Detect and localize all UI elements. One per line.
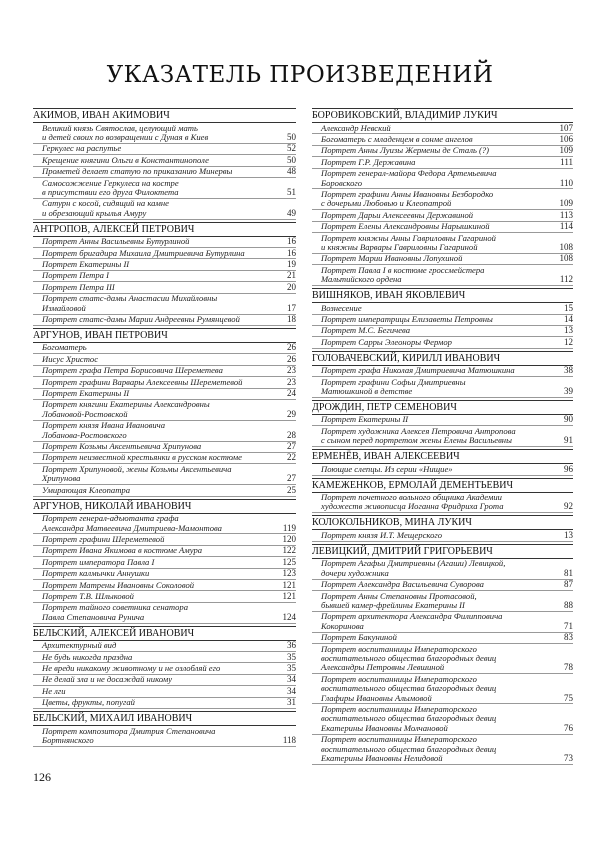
artist-name: АРГУНОВ, ИВАН ПЕТРОВИЧ <box>33 328 296 343</box>
work-page-number: 113 <box>559 209 573 220</box>
work-title: Портрет калмычки Аннушки <box>42 568 150 579</box>
work-title: Портрет воспитанницы Императорского воспитательного общества благородных девиц Екатерины Ивановны Молчановой <box>321 703 497 733</box>
index-entry <box>312 222 573 233</box>
work-page-number: 50 <box>287 131 296 142</box>
work-title: Портрет Хрипуновой, жены Козьмы Аксентьевича Хрипунова <box>42 463 232 484</box>
index-entry <box>33 389 296 400</box>
work-page-number: 50 <box>287 154 296 165</box>
work-title: Портрет статс-дамы Марии Андреевны Румянцевой <box>42 314 240 324</box>
work-page-number: 16 <box>287 236 296 247</box>
artist-section <box>33 626 296 709</box>
artist-section <box>312 288 573 349</box>
work-title: Богоматерь <box>42 342 87 353</box>
artist-section <box>33 222 296 326</box>
work-page-number: 34 <box>287 685 296 696</box>
work-page-number: 73 <box>564 753 573 763</box>
work-page-number: 92 <box>564 501 573 512</box>
work-title: Портрет композитора Дмитрия Степановича Бортнянского <box>42 725 216 745</box>
work-page-number: 49 <box>287 207 296 218</box>
index-entry <box>312 134 573 145</box>
work-page-number: 24 <box>287 388 296 399</box>
work-page-number: 12 <box>564 336 573 347</box>
work-page-number: 71 <box>564 620 573 631</box>
work-page-number: 52 <box>287 143 296 154</box>
work-title: Не вреди никакому животному и не озлобляй его <box>42 662 221 673</box>
index-entry <box>312 580 573 591</box>
work-title: Портрет графа Петра Борисовича Шереметева <box>42 365 223 376</box>
work-page-number: 96 <box>564 463 573 474</box>
work-page-number: 15 <box>564 302 573 313</box>
work-page-number: 109 <box>559 145 573 156</box>
index-entry <box>312 210 573 221</box>
work-page-number: 125 <box>282 556 296 567</box>
work-title: Архитектурный вид <box>42 640 117 651</box>
artist-name: ДРОЖДИН, ПЕТР СЕМЕНОВИЧ <box>312 400 573 415</box>
artist-section <box>312 515 573 541</box>
work-title: Портрет художника Алексея Петровича Антропова с сыном перед портретом жены Елены Васильевны <box>321 425 516 446</box>
work-page-number: 75 <box>564 692 573 703</box>
work-title: Прометей делает статую по приказанию Минервы <box>42 166 233 177</box>
work-page-number: 13 <box>564 325 573 336</box>
index-entry <box>33 726 296 747</box>
index-entry <box>312 735 573 765</box>
work-page-number: 109 <box>559 198 573 209</box>
work-title: Портрет императрицы Елизаветы Петровны <box>321 314 493 324</box>
index-entry <box>33 485 296 496</box>
index-entry <box>312 464 573 475</box>
work-title: Портрет Агафьи Дмитриевны (Агаши) Левицкой, дочери художника <box>321 558 506 578</box>
work-title: Портрет Павла I в костюме гроссмейстера Мальтийского ордена <box>321 264 485 285</box>
work-page-number: 23 <box>287 376 296 387</box>
index-entry <box>33 248 296 259</box>
work-title: Портрет Дарьи Алексеевны Державиной <box>321 209 474 220</box>
artist-name: ЕРМЕНЁВ, ИВАН АЛЕКСЕЕВИЧ <box>312 449 573 464</box>
index-entry <box>33 155 296 166</box>
work-page-number: 31 <box>287 697 296 708</box>
index-entry <box>312 674 573 704</box>
work-title: Портрет Александра Васильевича Суворова <box>321 579 484 590</box>
index-entry <box>33 641 296 652</box>
index-entry <box>33 271 296 282</box>
work-page-number: 124 <box>282 611 296 622</box>
index-entry <box>33 603 296 624</box>
index-entry <box>312 493 573 514</box>
work-page-number: 87 <box>564 579 573 590</box>
index-entry <box>33 144 296 155</box>
work-title: Портрет неизвестной крестьянки в русском костюме <box>42 452 242 463</box>
artist-name: АРГУНОВ, НИКОЛАЙ ИВАНОВИЧ <box>33 499 296 514</box>
work-title: Портрет княгини Екатерины Александровны Лобановой-Ростовской <box>42 399 210 419</box>
page-number: 126 <box>33 770 51 784</box>
index-entry <box>33 534 296 545</box>
work-title: Портрет Козьмы Аксентьевича Хрипунова <box>42 441 202 452</box>
work-page-number: 76 <box>564 722 573 733</box>
work-title: Портрет Петра I <box>42 270 109 281</box>
work-title: Портрет почетного вольного общника Академии художеств живописца Иоганна Фридриха Грота <box>321 492 504 512</box>
index-entry <box>33 354 296 365</box>
work-title: Портрет Т.В. Шлыковой <box>42 590 134 601</box>
work-page-number: 81 <box>564 567 573 578</box>
index-entry <box>312 633 573 644</box>
index-entry <box>33 591 296 602</box>
index-entry <box>33 442 296 453</box>
index-entry <box>33 343 296 354</box>
artist-section <box>33 328 296 497</box>
index-entry <box>312 426 573 447</box>
work-title: Геркулес на распутье <box>42 143 122 154</box>
left-column <box>33 106 296 747</box>
index-entry <box>312 415 573 426</box>
work-page-number: 26 <box>287 342 296 353</box>
index-entry <box>33 282 296 293</box>
work-page-number: 91 <box>564 435 573 446</box>
work-title: Портрет тайного советника сенатора Павла Степановича Рунича <box>42 602 189 622</box>
index-entry <box>312 123 573 134</box>
work-title: Портрет Екатерины II <box>321 414 409 425</box>
index-entry <box>312 366 573 377</box>
work-title: Цветы, фрукты, попугай <box>42 697 135 708</box>
work-page-number: 119 <box>282 522 296 533</box>
work-title: Иисус Христос <box>42 353 99 364</box>
artist-name: БЕЛЬСКИЙ, МИХАИЛ ИВАНОВИЧ <box>33 711 296 726</box>
work-page-number: 106 <box>559 133 573 144</box>
index-entry <box>312 326 573 337</box>
work-page-number: 20 <box>287 281 296 292</box>
work-title: Портрет графини Анны Ивановны Безбородко с дочерьми Любовью и Клеопатрой <box>321 188 494 209</box>
index-entry <box>33 377 296 388</box>
work-page-number: 118 <box>282 735 296 745</box>
work-title: Портрет воспитанницы Императорского воспитательного общества благородных девиц Екатерины Ивановны Нелидовой <box>321 734 497 763</box>
artist-section <box>312 478 573 514</box>
index-entry <box>312 377 573 398</box>
work-title: Портрет императора Павла I <box>42 556 155 567</box>
index-entry <box>312 157 573 168</box>
work-title: Портрет статс-дамы Анастасии Михайловны Измайловой <box>42 293 218 313</box>
work-title: Вознесение <box>321 302 362 313</box>
work-page-number: 90 <box>564 414 573 425</box>
work-title: Портрет Матрены Ивановны Соколовой <box>42 579 195 590</box>
index-entry <box>33 178 296 199</box>
index-entry <box>33 237 296 248</box>
work-page-number: 114 <box>559 221 573 232</box>
work-title: Не делай зла и не досаждай никому <box>42 674 173 685</box>
work-title: Портрет Екатерины II <box>42 258 130 269</box>
index-entry <box>312 612 573 633</box>
index-entry <box>312 530 573 541</box>
index-entry <box>312 254 573 265</box>
work-page-number: 111 <box>560 156 573 167</box>
index-entry <box>312 704 573 734</box>
work-title: Портрет Анны Степановны Протасовой, бывшей камер-фрейлины Екатерины II <box>321 590 477 610</box>
work-title: Портрет графини Софьи Дмитриевны Матюшкиной в детстве <box>321 376 466 397</box>
work-title: Портрет графини Варвары Алексеевны Шереметевой <box>42 376 243 387</box>
index-entry <box>312 303 573 314</box>
artist-section <box>33 108 296 220</box>
work-title: Портрет архитектора Александра Филипповича Кокоринова <box>321 611 503 631</box>
work-title: Портрет воспитанницы Императорского воспитательного общества благородных девиц Александры Петровны Левшиной <box>321 643 497 673</box>
index-entry <box>33 294 296 315</box>
work-title: Портрет бригадира Михаила Дмитриевича Бутурлина <box>42 247 245 258</box>
index-entry <box>33 315 296 326</box>
index-entry <box>33 557 296 568</box>
work-title: Великий князь Святослав, целующий мать и детей своих по возвращении с Дуная в Киев <box>42 122 209 142</box>
index-entry <box>33 421 296 442</box>
index-entry <box>33 686 296 697</box>
work-page-number: 108 <box>559 253 573 264</box>
index-entry <box>312 315 573 326</box>
work-page-number: 17 <box>287 302 296 313</box>
work-page-number: 25 <box>287 484 296 495</box>
index-entry <box>312 146 573 157</box>
work-title: Портрет графа Николая Дмитриевича Матюшкина <box>321 365 515 376</box>
index-entry <box>33 514 296 535</box>
index-entry <box>312 169 573 190</box>
index-entry <box>33 580 296 591</box>
index-entry <box>33 123 296 144</box>
work-page-number: 16 <box>287 247 296 258</box>
work-title: Портрет Бакуниной <box>321 632 397 643</box>
work-title: Крещение княгини Ольги в Константинополе <box>42 154 209 165</box>
artist-name: КАМЕЖЕНКОВ, ЕРМОЛАЙ ДЕМЕНТЬЕВИЧ <box>312 478 573 493</box>
work-title: Самосожжение Геркулеса на костре в присутствии его друга Филоктета <box>42 177 179 197</box>
work-page-number: 35 <box>287 662 296 673</box>
index-entry <box>312 265 573 286</box>
work-title: Портрет Ивана Якимова в костюме Амура <box>42 545 203 556</box>
index-entry <box>33 400 296 421</box>
work-page-number: 48 <box>287 166 296 177</box>
artist-section <box>312 449 573 475</box>
work-page-number: 28 <box>287 429 296 440</box>
work-title: Портрет Марии Ивановны Лопухиной <box>321 253 463 264</box>
index-entry <box>312 559 573 580</box>
work-page-number: 122 <box>282 545 296 556</box>
work-page-number: 14 <box>564 314 573 324</box>
work-title: Поющие слепцы. Из серии «Нищие» <box>321 463 453 474</box>
work-page-number: 107 <box>559 122 573 133</box>
work-page-number: 83 <box>564 632 573 643</box>
artist-name: ВИШНЯКОВ, ИВАН ЯКОВЛЕВИЧ <box>312 288 573 303</box>
work-page-number: 51 <box>287 186 296 197</box>
work-title: Портрет Анны Васильевны Бутурлиной <box>42 236 190 247</box>
work-page-number: 38 <box>564 365 573 376</box>
work-page-number: 19 <box>287 258 296 269</box>
work-page-number: 18 <box>287 314 296 324</box>
work-page-number: 112 <box>559 274 573 285</box>
work-page-number: 121 <box>282 590 296 601</box>
work-page-number: 21 <box>287 270 296 281</box>
artist-section <box>312 351 573 398</box>
index-entry <box>33 546 296 557</box>
index-entry <box>312 644 573 674</box>
work-title: Портрет Г.Р. Державина <box>321 156 416 167</box>
work-page-number: 88 <box>564 599 573 610</box>
index-entry <box>312 337 573 348</box>
artist-section <box>33 499 296 624</box>
index-entry <box>312 591 573 612</box>
artist-section <box>312 544 573 765</box>
work-title: Портрет генерал-адъютанта графа Александра Матвеевича Дмитриева-Мамонтова <box>42 513 222 533</box>
work-page-number: 78 <box>564 662 573 673</box>
artist-name: БОРОВИКОВСКИЙ, ВЛАДИМИР ЛУКИЧ <box>312 108 573 123</box>
work-page-number: 110 <box>559 177 573 188</box>
artist-name: АНТРОПОВ, АЛЕКСЕЙ ПЕТРОВИЧ <box>33 222 296 237</box>
work-page-number: 22 <box>287 452 296 463</box>
right-column <box>312 106 573 765</box>
work-title: Портрет княжны Анны Гавриловны Гагариной и княжны Варвары Гавриловны Гагариной <box>321 232 496 252</box>
index-entry <box>33 167 296 178</box>
work-title: Портрет воспитанницы Императорского воспитательного общества благородных девиц Глафиры Ивановны Алымовой <box>321 673 497 703</box>
work-title: Портрет Петра III <box>42 281 115 292</box>
work-title: Умирающая Клеопатра <box>42 484 130 495</box>
index-entry <box>33 675 296 686</box>
work-page-number: 39 <box>564 386 573 397</box>
work-title: Сатурн с косой, сидящий на камне и обрезающий крылья Амуру <box>42 198 169 218</box>
index-entry <box>33 464 296 485</box>
artist-name: ГОЛОВАЧЕВСКИЙ, КИРИЛЛ ИВАНОВИЧ <box>312 351 573 366</box>
work-page-number: 121 <box>282 579 296 590</box>
artist-section <box>312 400 573 447</box>
index-entry <box>312 233 573 254</box>
work-title: Портрет генерал-майора Федора Артемьевича Боровского <box>321 168 497 188</box>
work-page-number: 35 <box>287 651 296 662</box>
work-page-number: 120 <box>282 533 296 544</box>
work-page-number: 26 <box>287 353 296 364</box>
index-entry <box>33 366 296 377</box>
work-title: Портрет М.С. Бегичева <box>321 325 410 336</box>
work-title: Портрет Екатерины II <box>42 388 130 399</box>
index-entry <box>33 199 296 220</box>
work-title: Портрет графини Шереметевой <box>42 533 165 544</box>
work-title: Не лги <box>42 685 66 696</box>
artist-name: КОЛОКОЛЬНИКОВ, МИНА ЛУКИЧ <box>312 515 573 530</box>
work-title: Александр Невский <box>321 122 391 133</box>
work-page-number: 27 <box>287 441 296 452</box>
artist-section <box>312 108 573 286</box>
work-page-number: 27 <box>287 473 296 484</box>
work-title: Портрет князя И.Т. Мещерского <box>321 529 443 540</box>
artist-name: ЛЕВИЦКИЙ, ДМИТРИЙ ГРИГОРЬЕВИЧ <box>312 544 573 559</box>
index-entry <box>33 663 296 674</box>
work-title: Портрет Анны Луизы Жермены де Сталь (?) <box>321 145 490 156</box>
work-page-number: 13 <box>564 529 573 540</box>
index-entry <box>33 698 296 709</box>
index-entry <box>33 453 296 464</box>
artist-name: БЕЛЬСКИЙ, АЛЕКСЕЙ ИВАНОВИЧ <box>33 626 296 641</box>
work-page-number: 34 <box>287 674 296 685</box>
index-entry <box>33 259 296 270</box>
work-page-number: 29 <box>287 408 296 419</box>
work-page-number: 108 <box>559 241 573 252</box>
index-entry <box>33 652 296 663</box>
work-page-number: 123 <box>282 568 296 579</box>
work-title: Портрет Елены Александровны Нарышкиной <box>321 221 490 232</box>
artist-section <box>33 711 296 747</box>
work-title: Не будь никогда праздна <box>42 651 133 662</box>
work-title: Портрет князя Ивана Ивановича Лобанова-Ростовского <box>42 420 166 440</box>
work-title: Богоматерь с младенцем в сонме ангелов <box>321 133 473 144</box>
index-entry <box>33 569 296 580</box>
artist-name: АКИМОВ, ИВАН АКИМОВИЧ <box>33 108 296 123</box>
work-page-number: 36 <box>287 640 296 651</box>
work-page-number: 23 <box>287 365 296 376</box>
page-title: УКАЗАТЕЛЬ ПРОИЗВЕДЕНИЙ <box>106 62 494 88</box>
work-title: Портрет Сарры Элеоноры Фермор <box>321 336 452 347</box>
index-entry <box>312 189 573 210</box>
